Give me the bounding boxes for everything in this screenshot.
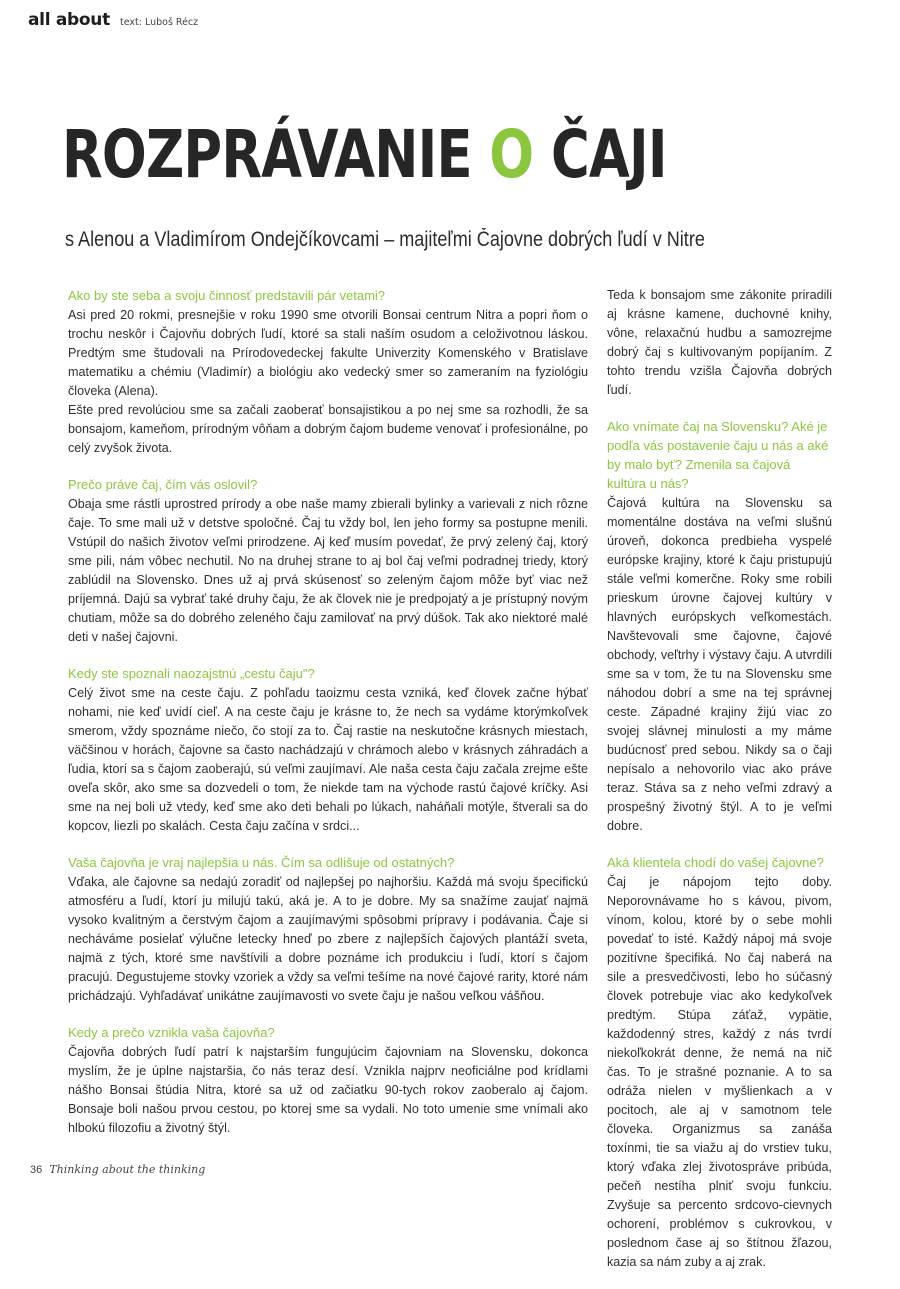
question-heading: Aká klientela chodí do vašej čajovne? <box>607 855 824 870</box>
answer-paragraph: Vďaka, ale čajovne sa nedajú zoradiť od najlepšej po najhoršiu. Každá má svoju špecifickú atmosféru a ľudí, ktorí ju milujú takú, aká je. A to je dobre. My sa snažíme zaujať najmä vysoko kvalitným a čerstvým čajom a zaujímavými spôsobmi prípravy i podávania. Čaje si necháváme posielať výlučne letecky hneď po zbere z najlepších čajových plantáží sveta, najmä z tých, ktoré sme navštívili a dobre poznáme ich produkciu i ľudí, ktorí s čajom pracujú. Degustujeme stovky vzoriek a vždy sa veľmi tešíme na nové čajové rarity, ktoré nám prichádzajú. Vyhľadávať unikátne zaujímavosti vo svete čaju je našou veľkou vášňou. <box>68 875 588 1003</box>
qa-block <box>68 853 588 1006</box>
answer-paragraph: Teda k bonsajom sme zákonite priradili aj krásne kamene, duchovné knihy, vône, relaxačnú hudbu a samozrejme dobrý čaj s kultivovaným popíjaním. Z tohto trendu vzišla Čajovňa dobrých ľudí. <box>607 288 832 397</box>
title-part-1: ROZPRÁVANIE <box>62 116 490 193</box>
question-heading: Ako by ste seba a svoju činnosť predstavili pár vetami? <box>68 288 386 303</box>
question-heading: Prečo práve čaj, čím vás oslovil? <box>68 477 258 492</box>
qa-block <box>607 853 832 1272</box>
left-column <box>68 286 588 1155</box>
qa-block <box>607 417 832 836</box>
page-footer <box>30 1163 205 1176</box>
question-heading: Ako vnímate čaj na Slovensku? Aké je podľa vás postavenie čaju u nás a aké by malo byť? Zmenila sa čajová kultúra u nás? <box>607 419 829 491</box>
footer-tagline: Thinking about the thinking <box>49 1163 206 1176</box>
qa-block <box>607 286 832 400</box>
answer-paragraph: Obaja sme rástli uprostred prírody a obe naše mamy zbierali bylinky a varievali z nich rôzne čaje. To sme mali už v detstve spoločné. Čaj tu vždy bol, len jeho formy sa postupne menili. Vstúpil do našich životov veľmi prirodzene. Aj keď musím povedať, že prvý zelený čaj, ktorý sme pili, nám vôbec nechutil. No na druhej strane to aj bol čaj veľmi podradnej triedy, ktorý zablúdil na Slovensko. Dnes už aj prvá skúsenosť so zeleným čajom môže byť viac než príjemná. Dajú sa vybrať také druhy čaju, že ak človek nie je predpojatý a je prístupný novým chutiam, môže sa do dobrého zeleného čaju zamilovať na prvý dúšok. Tak ako niektoré malé deti v našej čajovni. <box>68 497 588 644</box>
answer-paragraph: Celý život sme na ceste čaju. Z pohľadu taoizmu cesta vzniká, keď človek začne hýbať nohami, nie keď uvidí cieľ. A na ceste čaju je krásne to, že nech sa vydáme ktorýmkoľvek smerom, vždy spoznáme niečo, čo stojí za to. Čaj rastie na neskutočne krásnych miestach, väčšinou v horách, čajovne sa často nachádzajú v chrámoch alebo v krásnych záhradách a ľudia, ktorí sa s čajom zaoberajú, sú veľmi zaujímaví. Ale naša cesta čaju začala zrejme ešte oveľa skôr, ako sme sa dozvedeli o tom, že niekde tam na východe rastú čajové kríčky. Asi sme na nej boli už vtedy, keď sme ako deti behali po lúkach, naháňali motýle, štverali sa do kopcov, liezli po skalách. Cesta čaju začína v srdci... <box>68 686 588 833</box>
section-label: all about <box>28 10 110 30</box>
article-subtitle: s Alenou a Vladimírom Ondejčíkovcami – majiteľmi Čajovne dobrých ľudí v Nitre <box>65 228 705 251</box>
article-title <box>62 116 667 193</box>
title-accent: O <box>489 116 534 193</box>
answer-paragraph: Čajovňa dobrých ľudí patrí k najstarším fungujúcim čajovniam na Slovensku, dokonca myslím, že je úplne najstaršia, čo nás teraz desí. Vznikla najprv neoficiálne pod krídlami nášho Bonsai štúdia Nitra, ktoré sa už od začiatku 90-tych rokov zaoberalo aj čajom. Bonsaje boli našou prvou cestou, po ktorej sme sa vydali. No toto umenie sme vnímali ako hlbokú filozofiu a životný štýl. <box>68 1045 588 1135</box>
page-number: 36 <box>30 1164 43 1176</box>
answer-paragraph: Ešte pred revolúciou sme sa začali zaoberať bonsajistikou a po nej sme sa rozhodli, že sa bonsajom, kameňom, prírodným vôňam a dobrým čajom budeme venovať i profesionálne, po celý zvyšok života. <box>68 403 588 455</box>
question-heading: Kedy a prečo vznikla vaša čajovňa? <box>68 1025 275 1040</box>
running-header <box>28 10 198 30</box>
answer-paragraph: Asi pred 20 rokmi, presnejšie v roku 1990 sme otvorili Bonsai centrum Nitra a popri ňom o trochu neskôr i Čajovňu dobrých ľudí, ktoré sa stali naším osudom a celoživotnou láskou. Predtým sme študovali na Prírodovedeckej fakulte Univerzity Komenského v Bratislave matematiku a chémiu (Vladimír) a biológiu ako vedecký smer so zameraním na fyziológiu človeka (Alena). <box>68 308 588 398</box>
question-heading: Vaša čajovňa je vraj najlepšia u nás. Čím sa odlišuje od ostatných? <box>68 855 455 870</box>
answer-paragraph: Čajová kultúra na Slovensku sa momentálne dostáva na veľmi slušnú úroveň, dokonca predbieha vyspelé európske krajiny, ktoré k čaju pristupujú stále veľmi komerčne. Roky sme robili prieskum úrovne čajovej kultúry v hlavných európskych veľkomestách. Navštevovali sme čajovne, čajové obchody, veľtrhy i výstavy čaju. A utvrdili sme sa v tom, že tu na Slovensku sme náhodou dobrí a sme na tej správnej ceste. Západné krajiny žijú viac zo svojej slávnej minulosti a my máme budúcnosť pred sebou. Nikdy sa o čaji nepísalo a nehovorilo viac ako práve teraz. Stáva sa z neho veľmi zdravý a prospešný životný štýl. A to je veľmi dobre. <box>607 496 832 833</box>
qa-block <box>68 286 588 458</box>
author-credit: text: Luboš Récz <box>120 17 199 28</box>
right-column <box>607 286 832 1289</box>
title-part-2: ČAJI <box>533 116 667 193</box>
qa-block <box>68 664 588 836</box>
question-heading: Kedy ste spoznali naozajstnú „cestu čaju"? <box>68 666 315 681</box>
qa-block <box>68 475 588 647</box>
qa-block <box>68 1023 588 1138</box>
answer-paragraph: Čaj je nápojom tejto doby. Neporovnávame ho s kávou, pivom, vínom, kolou, ktoré by o sebe mohli povedať to isté. Každý nápoj má svoje pozitívne špecifiká. No čaj naberá na sile a presvedčivosti, lebo ho súčasný človek potrebuje viac ako kedykoľvek predtým. Stúpa záťaž, vypätie, každodenný stres, každý z nás tvrdí niekoľkokrát denne, že nemá na nič čas. To je strašné poznanie. A to sa odráža nielen v myšlienkach a v pocitoch, ale aj v samotnom tele človeka. Organizmus sa zanáša toxínmi, tie sa viažu aj do vrstiev tuku, ktorý vďaka zlej životosprávе pribúda, pečeň nestíha plniť svoju funkciu. Zvyšuje sa percento srdcovo-cievnych ochorení, problémov s cukrovkou, v poslednom čase aj so štítnou žľazou, kazia sa nám zuby a aj zrak. <box>607 875 832 1269</box>
